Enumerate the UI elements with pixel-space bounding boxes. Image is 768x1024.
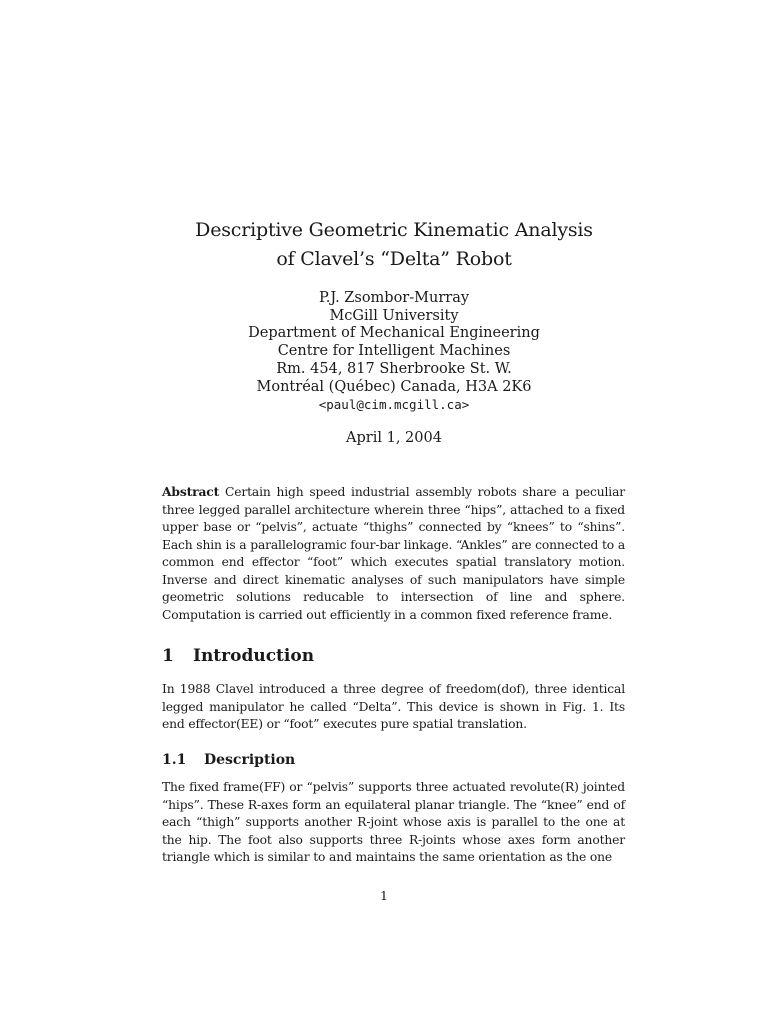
description-paragraph: The fixed frame(FF) or “pelvis” supports three actuated revolute(R) jointed “hips”. These R-axes form an equilateral planar triangle. The “knee” end of each “thigh” supports another R-joint whose axis is parallel to the one at the hip. The foot also supports three R-joints whose axes form another triangle which is similar to and maintains the same orientation as the one xyxy=(162,780,625,864)
paper-title xyxy=(100,216,688,274)
author-email: <paul@cim.mcgill.ca> xyxy=(318,397,470,413)
title-line-2: of Clavel’s “Delta” Robot xyxy=(276,248,512,270)
section-number: 1 xyxy=(162,646,174,666)
subsection-number: 1.1 xyxy=(162,752,187,768)
author-block xyxy=(150,290,638,414)
title-line-1: Descriptive Geometric Kinematic Analysis xyxy=(195,219,593,241)
section-heading-introduction xyxy=(162,645,625,667)
abstract-text: Certain high speed industrial assembly robots share a peculiar three legged parallel architecture wherein three “hips”, attached to a fixed upper base or “pelvis”, actuate “thighs” connected by “knees” to “shins”. Each shin is a parallelogramic four-bar linkage. “Ankles” are connected to a common end effector “foot” which executes spatial translatory motion. Inverse and direct kinematic analyses of such manipulators have simple geometric solutions reducable to intersection of line and sphere. Computation is carried out efficiently in a common fixed reference frame. xyxy=(162,485,625,622)
abstract-label: Abstract xyxy=(162,484,220,499)
subsection-heading-description xyxy=(162,750,625,770)
subsection-title: Description xyxy=(204,752,296,768)
author-centre: Centre for Intelligent Machines xyxy=(277,343,511,360)
section-title: Introduction xyxy=(193,646,315,666)
page-number: 1 xyxy=(380,888,388,903)
paper-date: April 1, 2004 xyxy=(346,430,442,446)
author-city: Montréal (Québec) Canada, H3A 2K6 xyxy=(256,378,532,395)
introduction-paragraph: In 1988 Clavel introduced a three degree of freedom(dof), three identical legged manipulator he called “Delta”. This device is shown in Fig. 1. Its end effector(EE) or “foot” executes pure spatial translation. xyxy=(162,682,625,731)
author-address: Rm. 454, 817 Sherbrooke St. W. xyxy=(276,360,512,377)
author-university: McGill University xyxy=(329,307,459,324)
abstract xyxy=(162,483,625,624)
author-name: P.J. Zsombor-Murray xyxy=(318,290,470,306)
author-department: Department of Mechanical Engineering xyxy=(248,325,540,342)
